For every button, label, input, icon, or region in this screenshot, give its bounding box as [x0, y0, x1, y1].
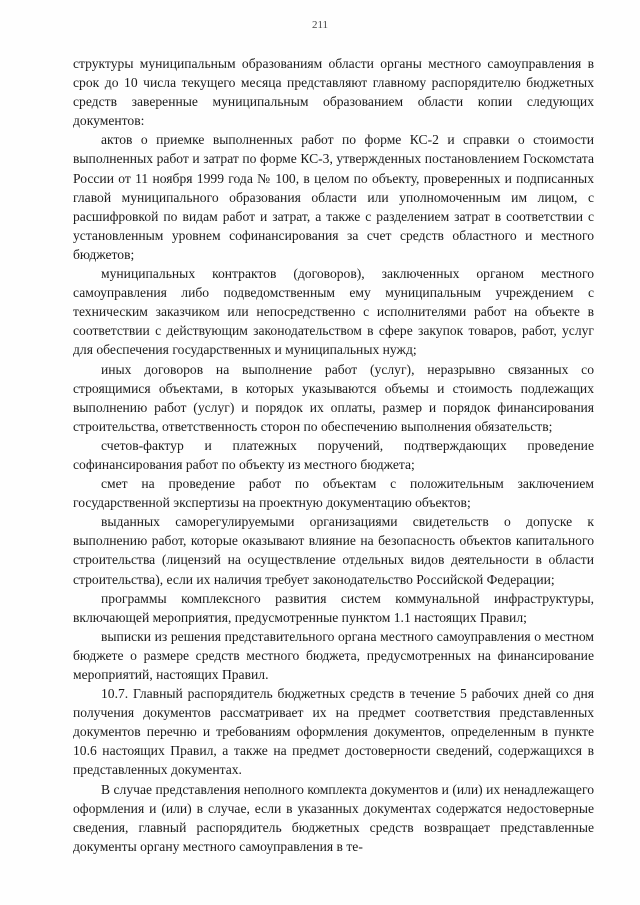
- paragraph: муниципальных контрактов (договоров), заключенных органом местного самоуправления либо подведомственным ему муниципальным учреждением с техническим заказчиком или непосредственно с исполнителями работ на объекте в соответствии с действующим законодательством в сфере закупок товаров, работ, услуг для обеспечения государственных и муниципальных нужд;: [73, 266, 594, 358]
- paragraph: программы комплексного развития систем коммунальной инфраструктуры, включающей мероприятия, предусмотренные пунктом 1.1 настоящих Правил;: [73, 590, 594, 625]
- paragraph: выписки из решения представительного органа местного самоуправления о местном бюджете о размере средств местного бюджета, предусмотренных на финансирование мероприятий, настоящих Правил.: [73, 628, 594, 682]
- paragraph: 10.7. Главный распорядитель бюджетных средств в течение 5 рабочих дней со дня получения документов рассматривает их на предмет соответствия представленных документов перечню и требованиям оформления документов, определенным в пункте 10.6 настоящих Правил, а также на предмет достоверности сведений, содержащихся в представленных документах.: [73, 686, 594, 778]
- body-text: [73, 54, 594, 856]
- page-number: 211: [311, 19, 329, 31]
- paragraph: выданных саморегулируемыми организациями свидетельств о допуске к выполнению работ, которые оказывают влияние на безопасность объектов капитального строительства (лицензий на осуществление отдельных видов деятельности в области строительства), если их наличия требует законодательство Российской Федерации;: [73, 514, 594, 587]
- paragraph: структуры муниципальным образованиям области органы местного самоуправления в срок до 10 числа текущего месяца представляют главному распорядителю бюджетных средств заверенные муниципальным образованием области копии следующих документов:: [73, 56, 594, 129]
- paragraph: актов о приемке выполненных работ по форме КС-2 и справки о стоимости выполненных работ и затрат по форме КС-3, утвержденных постановлением Госкомстата России от 11 ноября 1999 года № 100, в целом по объекту, проверенных и подписанных главой муниципального образования области или уполномоченным им лицом, с расшифровкой по видам работ и затрат, а также с разделением затрат в соответствии с установленным уровнем софинансирования за счет средств областного и местного бюджетов;: [73, 132, 594, 262]
- paragraph: смет на проведение работ по объектам с положительным заключением государственной экспертизы на проектную документацию объектов;: [73, 476, 594, 511]
- paragraph: счетов-фактур и платежных поручений, подтверждающих проведение софинансирования работ по объекту из местного бюджета;: [73, 437, 594, 472]
- paragraph: иных договоров на выполнение работ (услуг), неразрывно связанных со строящимися объектами, в которых указываются объемы и стоимость подлежащих выполнению работ (услуг) и порядок их оплаты, размер и порядок финансирования строительства, ответственность сторон по обеспечению выполнения обязательств;: [73, 361, 594, 434]
- paragraph: В случае представления неполного комплекта документов и (или) их ненадлежащего оформления и (или) в случае, если в указанных документах содержатся недостоверные сведения, главный распорядитель бюджетных средств возвращает представленные документы органу местного самоуправления в те-: [73, 781, 594, 854]
